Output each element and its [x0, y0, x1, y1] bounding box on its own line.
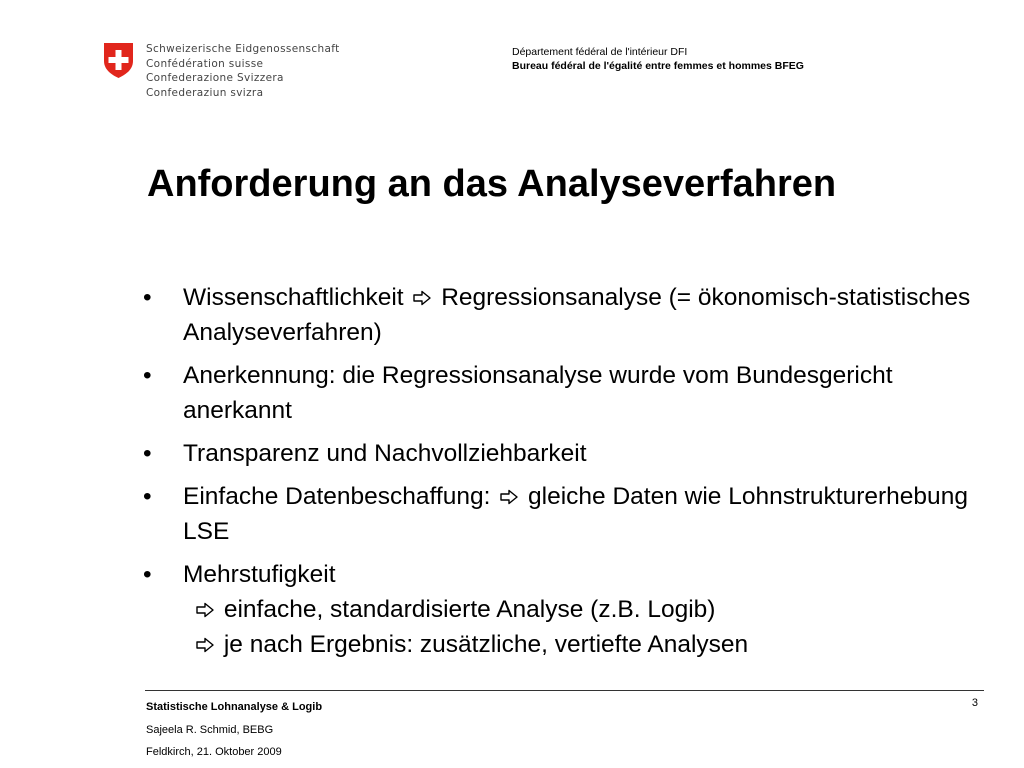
- confed-name-de: Schweizerische Eidgenossenschaft: [146, 43, 340, 55]
- office-name: Bureau fédéral de l'égalité entre femmes et hommes BFEG: [512, 60, 804, 72]
- footer: [146, 696, 322, 764]
- slide-title: Anforderung an das Analyseverfahren: [147, 163, 837, 205]
- bullet-lead: Einfache Datenbeschaffung:: [183, 483, 491, 510]
- bullet-item: [143, 436, 1003, 471]
- confederation-names: [146, 42, 340, 100]
- footer-author: Sajeela R. Schmid, BEBG: [146, 723, 274, 736]
- bullet-text: Transparenz und Nachvollziehbarkeit: [183, 440, 587, 467]
- bullet-list: [143, 280, 1003, 670]
- department-name: Département fédéral de l'intérieur DFI: [512, 46, 688, 58]
- bullet-text: Anerkennung: die Regressionsanalyse wurde vom Bundesgericht anerkannt: [183, 362, 893, 424]
- department-block: [512, 45, 804, 73]
- footer-title: Statistische Lohnanalyse & Logib: [146, 701, 323, 713]
- sub-bullet: [183, 627, 1003, 662]
- bullet-item: [143, 557, 1003, 662]
- bullet-lead: Wissenschaftlichkeit: [183, 284, 404, 311]
- bullet-dot: •: [143, 440, 152, 467]
- swiss-cross-shield-icon: [103, 42, 134, 79]
- sub-bullet: [183, 592, 1003, 627]
- bullet-dot: •: [143, 561, 152, 588]
- bullet-dot: •: [143, 284, 152, 311]
- bullet-item: [143, 358, 1003, 428]
- bullet-dot: •: [143, 362, 152, 389]
- hollow-right-arrow-icon: [195, 637, 215, 653]
- sub-bullet-text: einfache, standardisierte Analyse (z.B. Logib): [223, 596, 716, 623]
- hollow-right-arrow-icon: [195, 602, 215, 618]
- page-number: 3: [971, 697, 978, 709]
- hollow-right-arrow-icon: [412, 290, 432, 306]
- bullet-lead: Mehrstufigkeit: [183, 561, 336, 588]
- bullet-dot: •: [143, 483, 152, 510]
- sub-bullet-text: je nach Ergebnis: zusätzliche, vertiefte Analysen: [223, 631, 749, 658]
- footer-place-date: Feldkirch, 21. Oktober 2009: [146, 746, 282, 758]
- footer-divider: [145, 690, 984, 691]
- bullet-item: [143, 479, 1003, 549]
- confed-name-it: Confederazione Svizzera: [146, 72, 284, 84]
- confed-name-rm: Confederaziun svizra: [146, 86, 264, 99]
- bullet-arrow-text: gleiche Daten wie Lohnstrukturerhebung LSE: [183, 483, 968, 545]
- bullet-arrow-text: Regressionsanalyse (= ökonomisch-statistisches Analyseverfahren): [183, 284, 971, 346]
- confed-name-fr: Confédération suisse: [146, 57, 264, 70]
- bullet-item: [143, 280, 1003, 350]
- hollow-right-arrow-icon: [499, 489, 519, 505]
